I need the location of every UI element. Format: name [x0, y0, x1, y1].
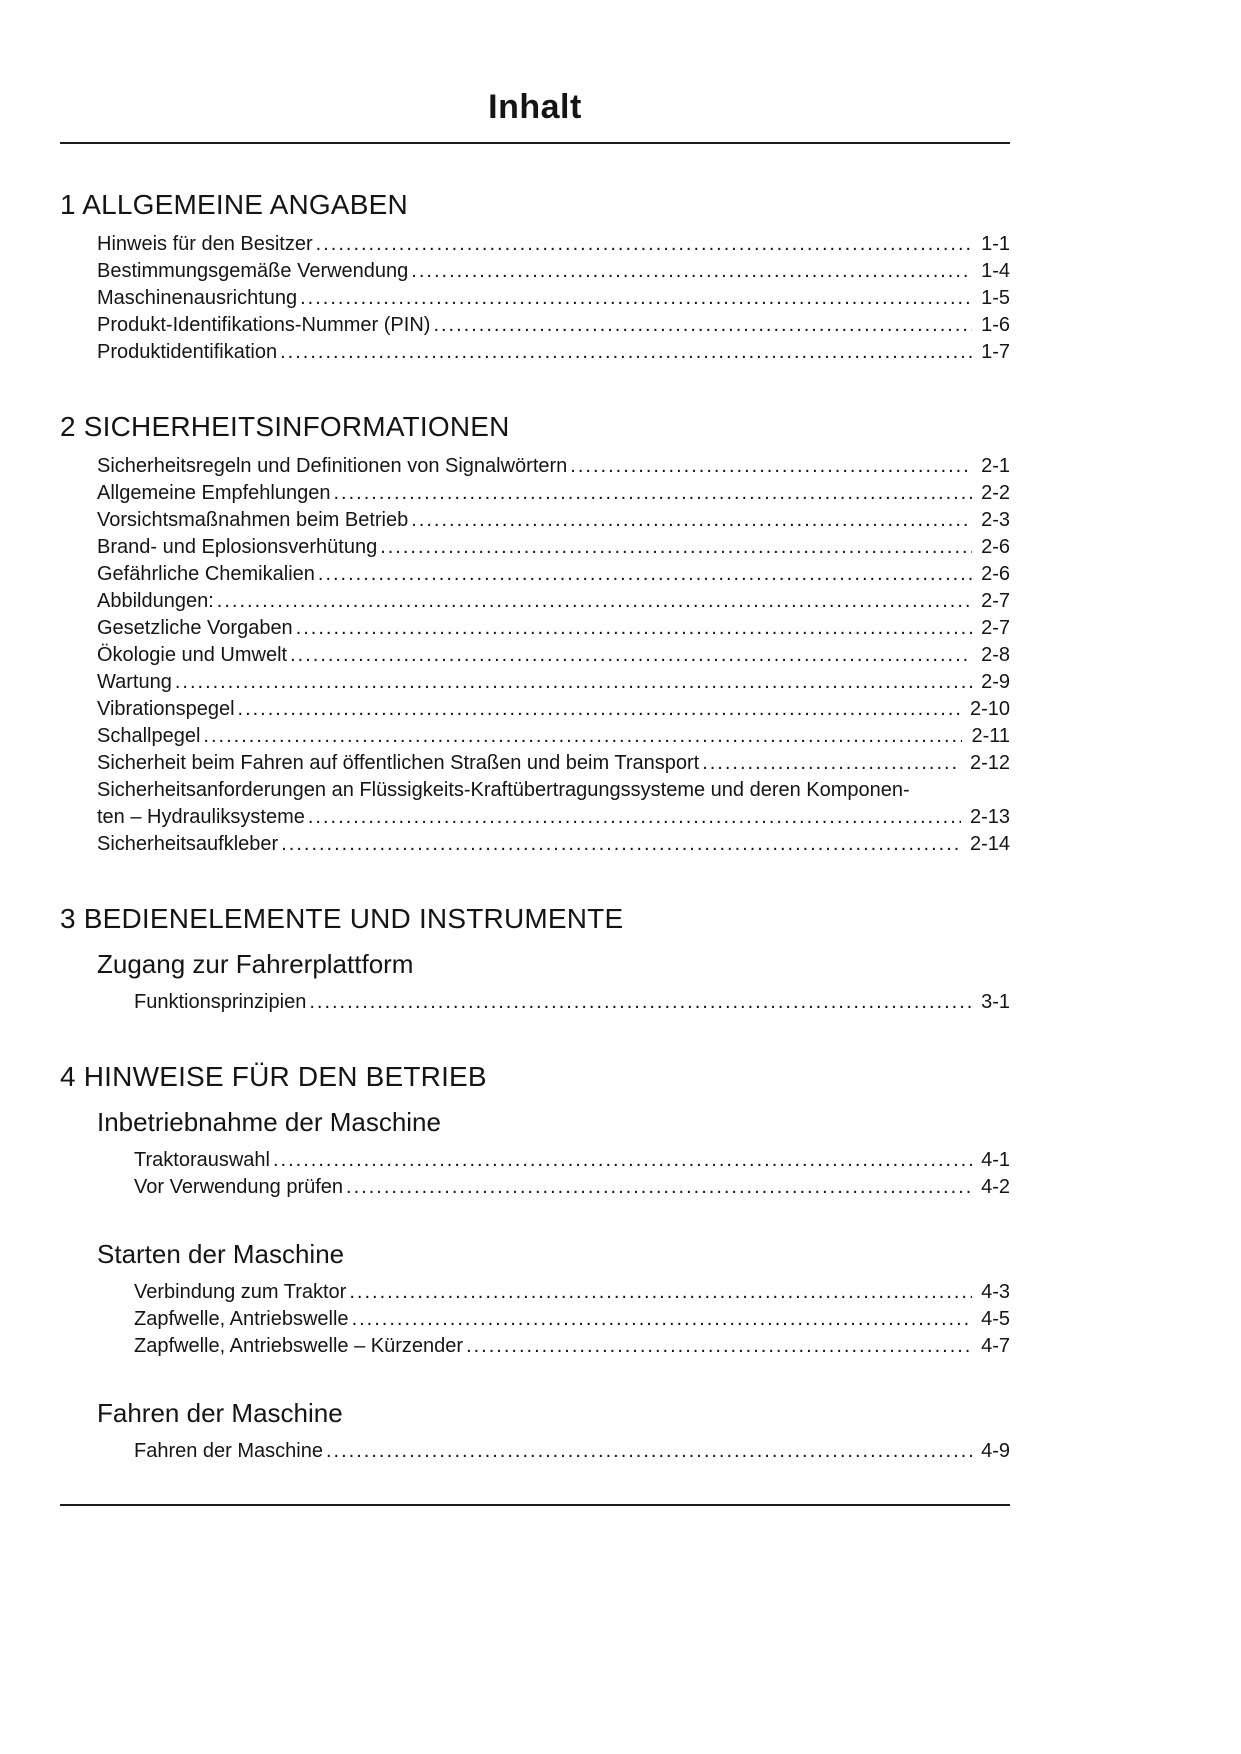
dot-leader [309, 991, 1010, 1013]
toc-entry-label: Gesetzliche Vorgaben [97, 617, 293, 639]
toc-entry [134, 1306, 1010, 1333]
toc-entry [134, 1147, 1010, 1174]
toc-subsection [60, 1239, 1010, 1360]
toc-entry [97, 534, 1010, 561]
document-page [60, 0, 1010, 1465]
toc-entry-page: 2-10 [961, 696, 1010, 723]
toc-entry [97, 561, 1010, 588]
toc-entry-label: Produkt-Identifikations-Nummer (PIN) [97, 314, 431, 336]
dot-leader [300, 287, 1010, 309]
toc-entry-label: Verbindung zum Traktor [134, 1281, 347, 1303]
toc-entry-label: Zapfwelle, Antriebswelle – Kürzender [134, 1335, 464, 1357]
toc-entry [134, 1174, 1010, 1201]
toc-entry [97, 642, 1010, 669]
toc-section-3 [60, 903, 1010, 1016]
toc-entry-page: 4-5 [972, 1306, 1010, 1333]
bottom-divider [60, 1504, 1010, 1506]
chapter-heading: 3 BEDIENELEMENTE UND INSTRUMENTE [60, 903, 624, 934]
toc-section-2 [60, 411, 1010, 858]
toc-entry-page: 4-7 [972, 1333, 1010, 1360]
toc-entry-label: Funktionsprinzipien [134, 991, 307, 1013]
toc-entry-page: 2-14 [961, 831, 1010, 858]
dot-leader [411, 260, 1010, 282]
dot-leader [217, 590, 1010, 612]
toc-entry-label: Allgemeine Empfehlungen [97, 482, 331, 504]
toc-entry [134, 1333, 1010, 1360]
toc-entry-label: Brand- und Eplosionsverhütung [97, 536, 378, 558]
toc-entry-page: 2-6 [972, 561, 1010, 588]
toc-entry-page: 2-3 [972, 507, 1010, 534]
toc-entry-page: 4-9 [972, 1438, 1010, 1465]
subsection-heading: Fahren der Maschine [97, 1398, 343, 1428]
toc-entry-label: ten – Hydrauliksysteme [97, 806, 305, 828]
toc-entry-label: Sicherheitsanforderungen an Flüssigkeits-Kraftübertragungssysteme und deren Komponen- [97, 779, 910, 801]
toc-entry [97, 339, 1010, 366]
toc-entry [97, 258, 1010, 285]
toc-entry-page: 2-1 [972, 453, 1010, 480]
toc-entry-page: 2-13 [961, 804, 1010, 831]
toc-entry [97, 804, 1010, 831]
dot-leader [349, 1281, 1010, 1303]
toc-entry-page: 1-6 [972, 312, 1010, 339]
toc-entry-label: Fahren der Maschine [134, 1440, 323, 1462]
toc-entry [134, 1438, 1010, 1465]
toc-entry-label: Schallpegel [97, 725, 201, 747]
toc-entry [97, 615, 1010, 642]
toc-entry-label: Abbildungen: [97, 590, 214, 612]
toc-entries [97, 231, 1010, 366]
toc-entry-page: 1-4 [972, 258, 1010, 285]
dot-leader [326, 1440, 1010, 1462]
toc-entry-page: 2-7 [972, 615, 1010, 642]
dot-leader [316, 233, 1010, 255]
toc-entries [134, 989, 1010, 1016]
toc-entry [97, 750, 1010, 777]
dot-leader [346, 1176, 1010, 1198]
toc-entry [97, 312, 1010, 339]
toc-entry-label: Ökologie und Umwelt [97, 644, 288, 666]
toc-entry-label: Bestimmungsgemäße Verwendung [97, 260, 409, 282]
toc-entry [97, 480, 1010, 507]
dot-leader [175, 671, 1010, 693]
dot-leader [466, 1335, 1010, 1357]
dot-leader [352, 1308, 1010, 1330]
toc-entry-label: Vorsichtsmaßnahmen beim Betrieb [97, 509, 409, 531]
toc-subsection [60, 949, 1010, 1016]
toc-entries [134, 1147, 1010, 1201]
toc-entry-page: 2-7 [972, 588, 1010, 615]
toc-entry [97, 831, 1010, 858]
toc-section-4 [60, 1061, 1010, 1465]
toc-entries [134, 1438, 1010, 1465]
chapter-heading: 2 SICHERHEITSINFORMATIONEN [60, 411, 510, 442]
subsection-heading: Zugang zur Fahrerplattform [97, 949, 414, 979]
toc-entry-page: 2-6 [972, 534, 1010, 561]
dot-leader [238, 698, 1010, 720]
toc-entry [97, 231, 1010, 258]
toc-entry-page: 2-2 [972, 480, 1010, 507]
toc-section-1 [60, 189, 1010, 366]
dot-leader [570, 455, 1010, 477]
chapter-heading: 1 ALLGEMEINE ANGABEN [60, 189, 408, 220]
toc-entry [97, 669, 1010, 696]
dot-leader [433, 314, 1010, 336]
toc-entry-page: 1-5 [972, 285, 1010, 312]
toc-entry-label: Zapfwelle, Antriebswelle [134, 1308, 349, 1330]
toc-entry-page: 2-11 [962, 723, 1010, 750]
toc-entry-page: 2-12 [961, 750, 1010, 777]
toc-entry-label: Vibrationspegel [97, 698, 235, 720]
toc-entry [97, 696, 1010, 723]
toc-entry-label: Gefährliche Chemikalien [97, 563, 315, 585]
dot-leader [308, 806, 1010, 828]
toc-entry-label: Hinweis für den Besitzer [97, 233, 313, 255]
dot-leader [290, 644, 1010, 666]
subsection-heading: Starten der Maschine [97, 1239, 345, 1269]
toc-entry-page: 3-1 [972, 989, 1010, 1016]
dot-leader [296, 617, 1010, 639]
toc-entry [97, 285, 1010, 312]
toc-entry [134, 989, 1010, 1016]
toc-entry [134, 1279, 1010, 1306]
chapter-heading: 4 HINWEISE FÜR DEN BETRIEB [60, 1061, 487, 1092]
toc-entry-page: 4-1 [972, 1147, 1010, 1174]
dot-leader [380, 536, 1010, 558]
subsection-heading: Inbetriebnahme der Maschine [97, 1107, 441, 1137]
toc-entry-label: Sicherheitsregeln und Definitionen von Signalwörtern [97, 455, 568, 477]
toc-entry-label: Maschinenausrichtung [97, 287, 298, 309]
toc-entry-continuation-first-line [97, 777, 1010, 804]
toc-entry [97, 507, 1010, 534]
toc-entry-page: 4-3 [972, 1279, 1010, 1306]
toc-entry-label: Wartung [97, 671, 172, 693]
toc-entry-page: 1-1 [972, 231, 1010, 258]
dot-leader [203, 725, 1010, 747]
page-title: Inhalt [488, 88, 582, 126]
title-divider [60, 142, 1010, 144]
dot-leader [280, 341, 1010, 363]
dot-leader [411, 509, 1010, 531]
dot-leader [273, 1149, 1010, 1171]
toc-subsection [60, 1398, 1010, 1465]
dot-leader [318, 563, 1010, 585]
toc-entry-label: Traktorauswahl [134, 1149, 270, 1171]
toc-entry-label: Sicherheitsaufkleber [97, 833, 279, 855]
toc-entry [97, 453, 1010, 480]
toc-subsection [60, 1107, 1010, 1201]
toc-entries [97, 453, 1010, 858]
toc-entry-page: 1-7 [972, 339, 1010, 366]
toc-entry-label: Sicherheit beim Fahren auf öffentlichen Straßen und beim Transport [97, 752, 700, 774]
toc-entry-label: Produktidentifikation [97, 341, 278, 363]
toc-entry-label: Vor Verwendung prüfen [134, 1176, 344, 1198]
toc-entry-page: 2-8 [972, 642, 1010, 669]
toc-entries [134, 1279, 1010, 1360]
dot-leader [281, 833, 1010, 855]
toc-entry [97, 588, 1010, 615]
dot-leader [334, 482, 1011, 504]
toc-entry-page: 4-2 [972, 1174, 1010, 1201]
toc-entry [97, 723, 1010, 750]
toc-entry-page: 2-9 [972, 669, 1010, 696]
